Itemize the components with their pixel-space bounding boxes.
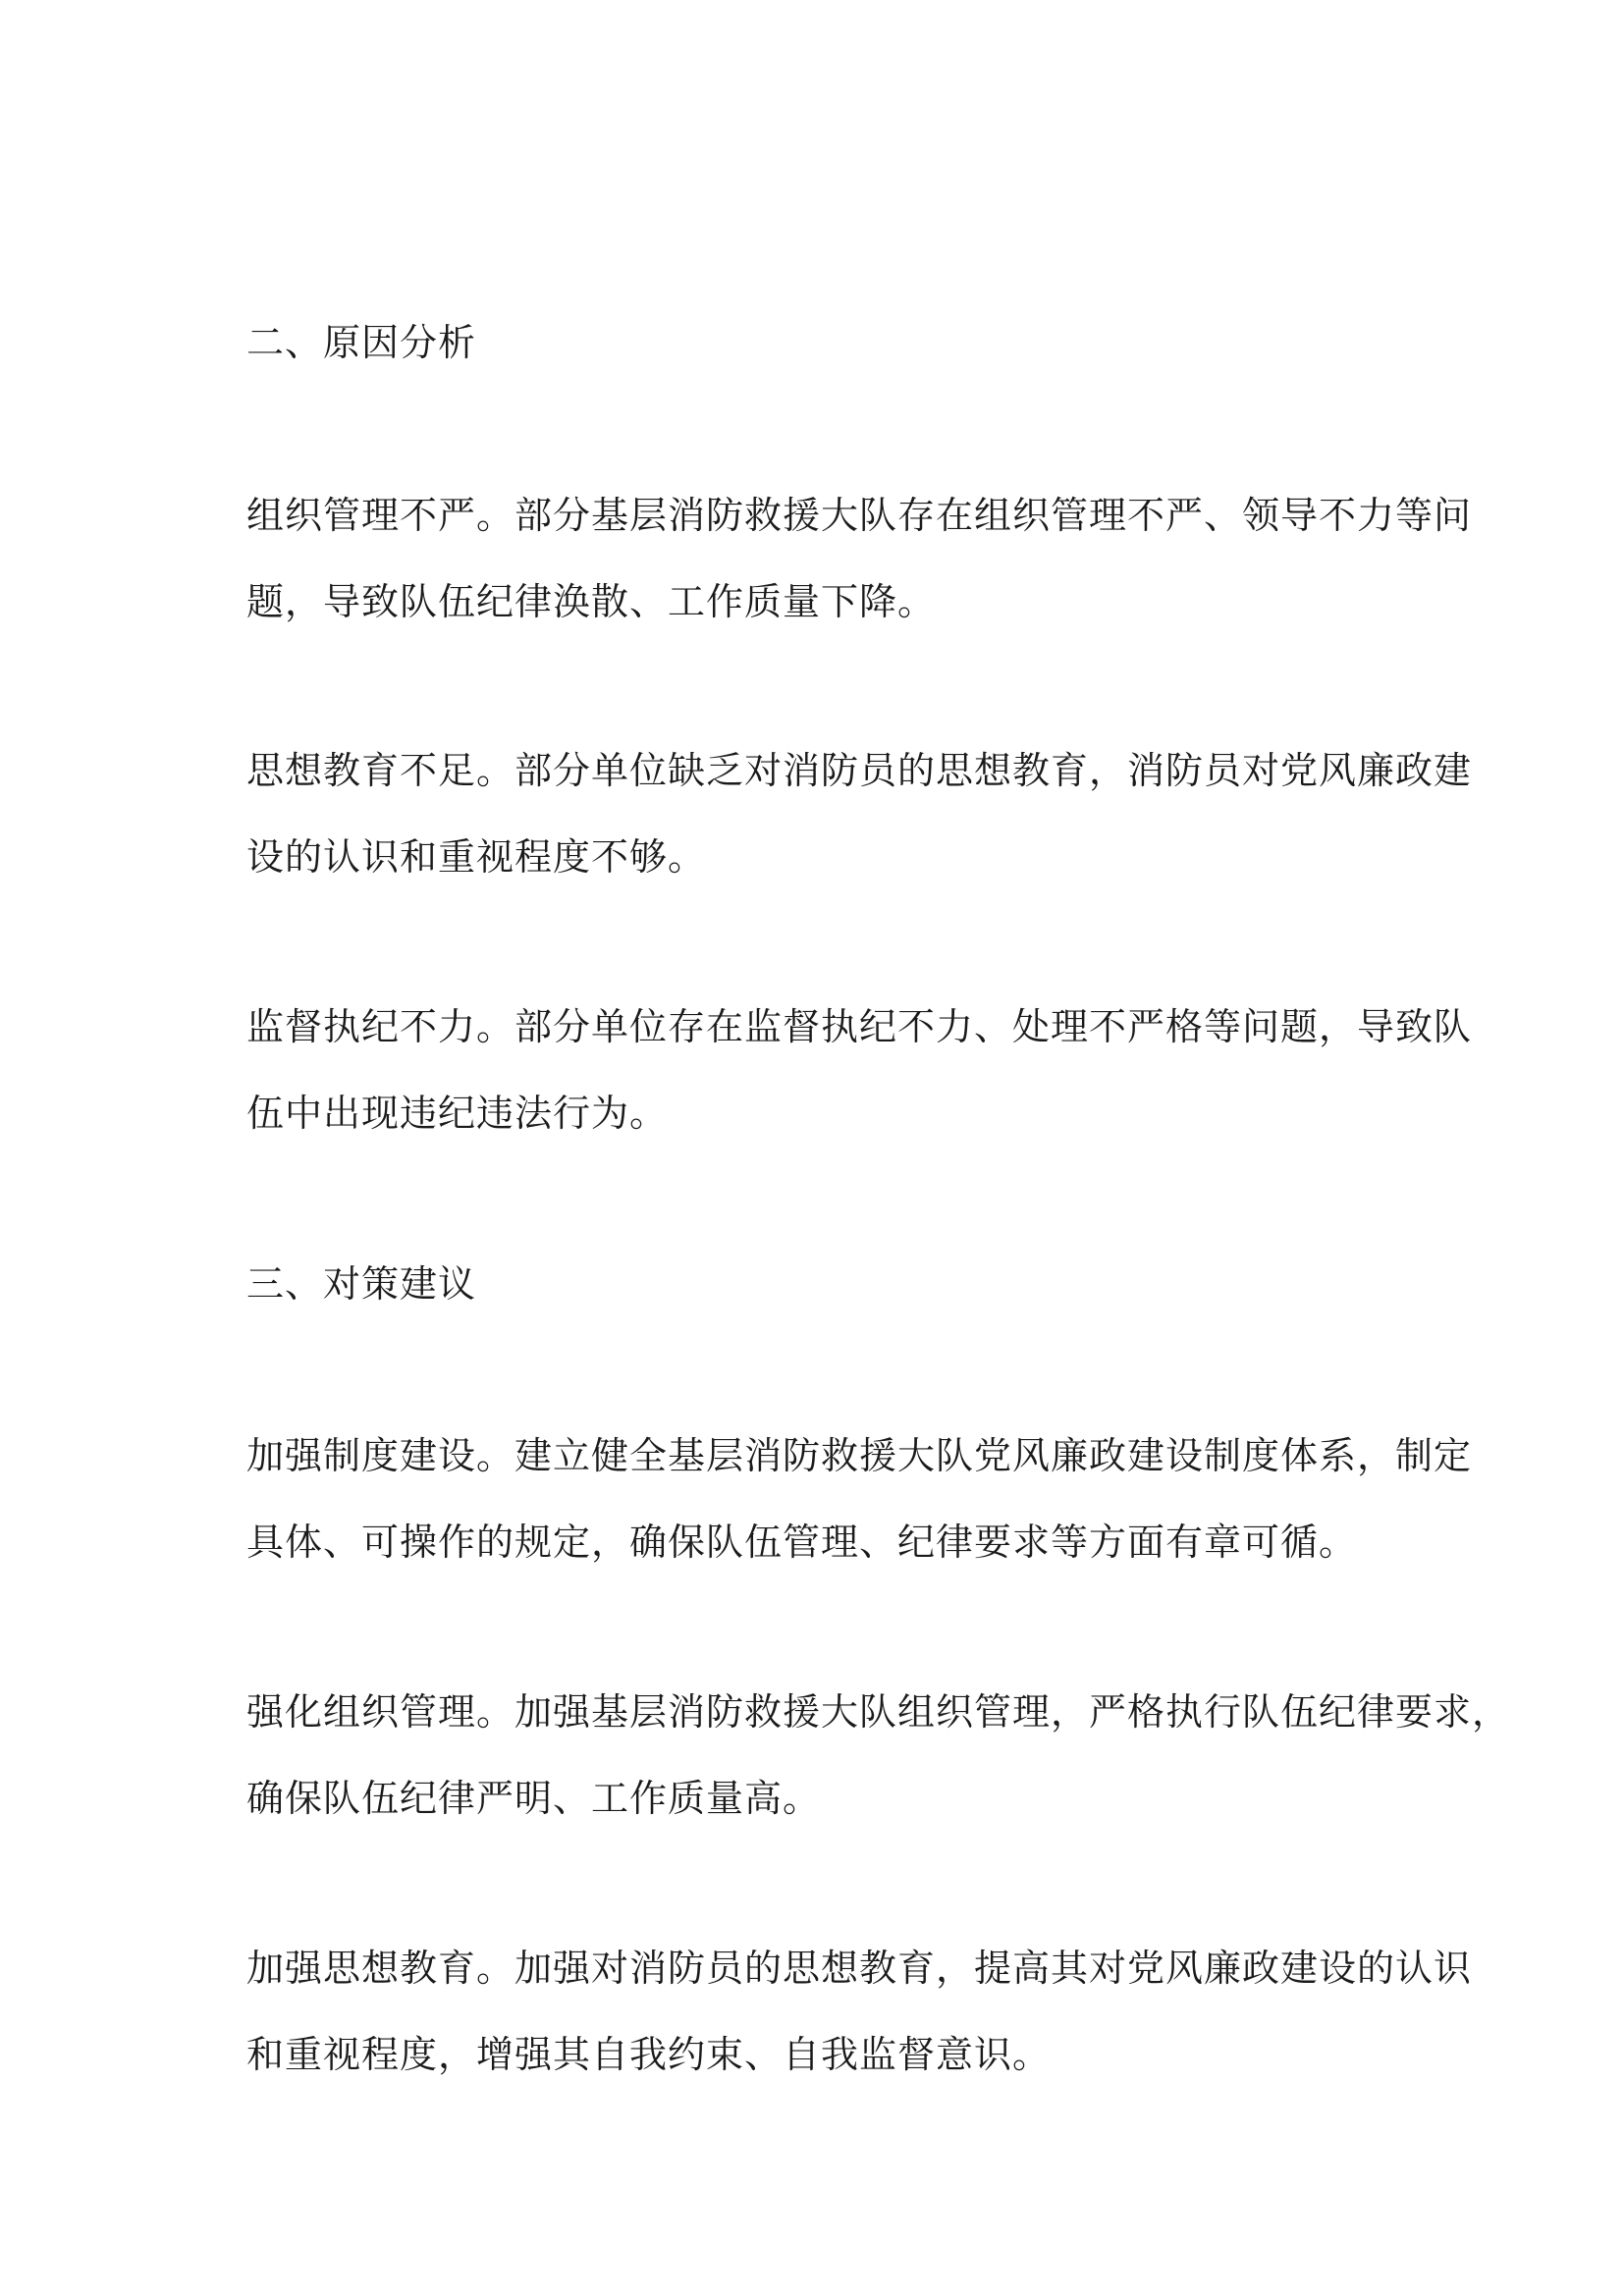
- paragraph-line: 具体、可操作的规定，确保队伍管理、纪律要求等方面有章可循。: [246, 1521, 1358, 1564]
- paragraph-line: 设的认识和重视程度不够。: [246, 835, 707, 879]
- paragraph-line: 伍中出现违纪违法行为。: [246, 1092, 669, 1135]
- section-heading-countermeasures: 三、对策建议: [246, 1262, 477, 1306]
- paragraph-line: 题，导致队伍纪律涣散、工作质量下降。: [246, 580, 937, 623]
- paragraph-line: 和重视程度，增强其自我约束、自我监督意识。: [246, 2033, 1052, 2076]
- paragraph-line: 思想教育不足。部分单位缺乏对消防员的思想教育，消防员对党风廉政建: [246, 749, 1473, 792]
- paragraph-line: 加强思想教育。加强对消防员的思想教育，提高其对党风廉政建设的认识: [246, 1947, 1473, 1990]
- paragraph-line: 监督执纪不力。部分单位存在监督执纪不力、处理不严格等问题，导致队: [246, 1005, 1473, 1048]
- paragraph-line: 加强制度建设。建立健全基层消防救援大队党风廉政建设制度体系，制定: [246, 1434, 1473, 1477]
- paragraph-line: 确保队伍纪律严明、工作质量高。: [246, 1777, 822, 1820]
- paragraph-line: 组织管理不严。部分基层消防救援大队存在组织管理不严、领导不力等问: [246, 494, 1473, 537]
- paragraph-line: 强化组织管理。加强基层消防救援大队组织管理，严格执行队伍纪律要求，: [246, 1690, 1511, 1734]
- section-heading-cause-analysis: 二、原因分析: [246, 321, 477, 364]
